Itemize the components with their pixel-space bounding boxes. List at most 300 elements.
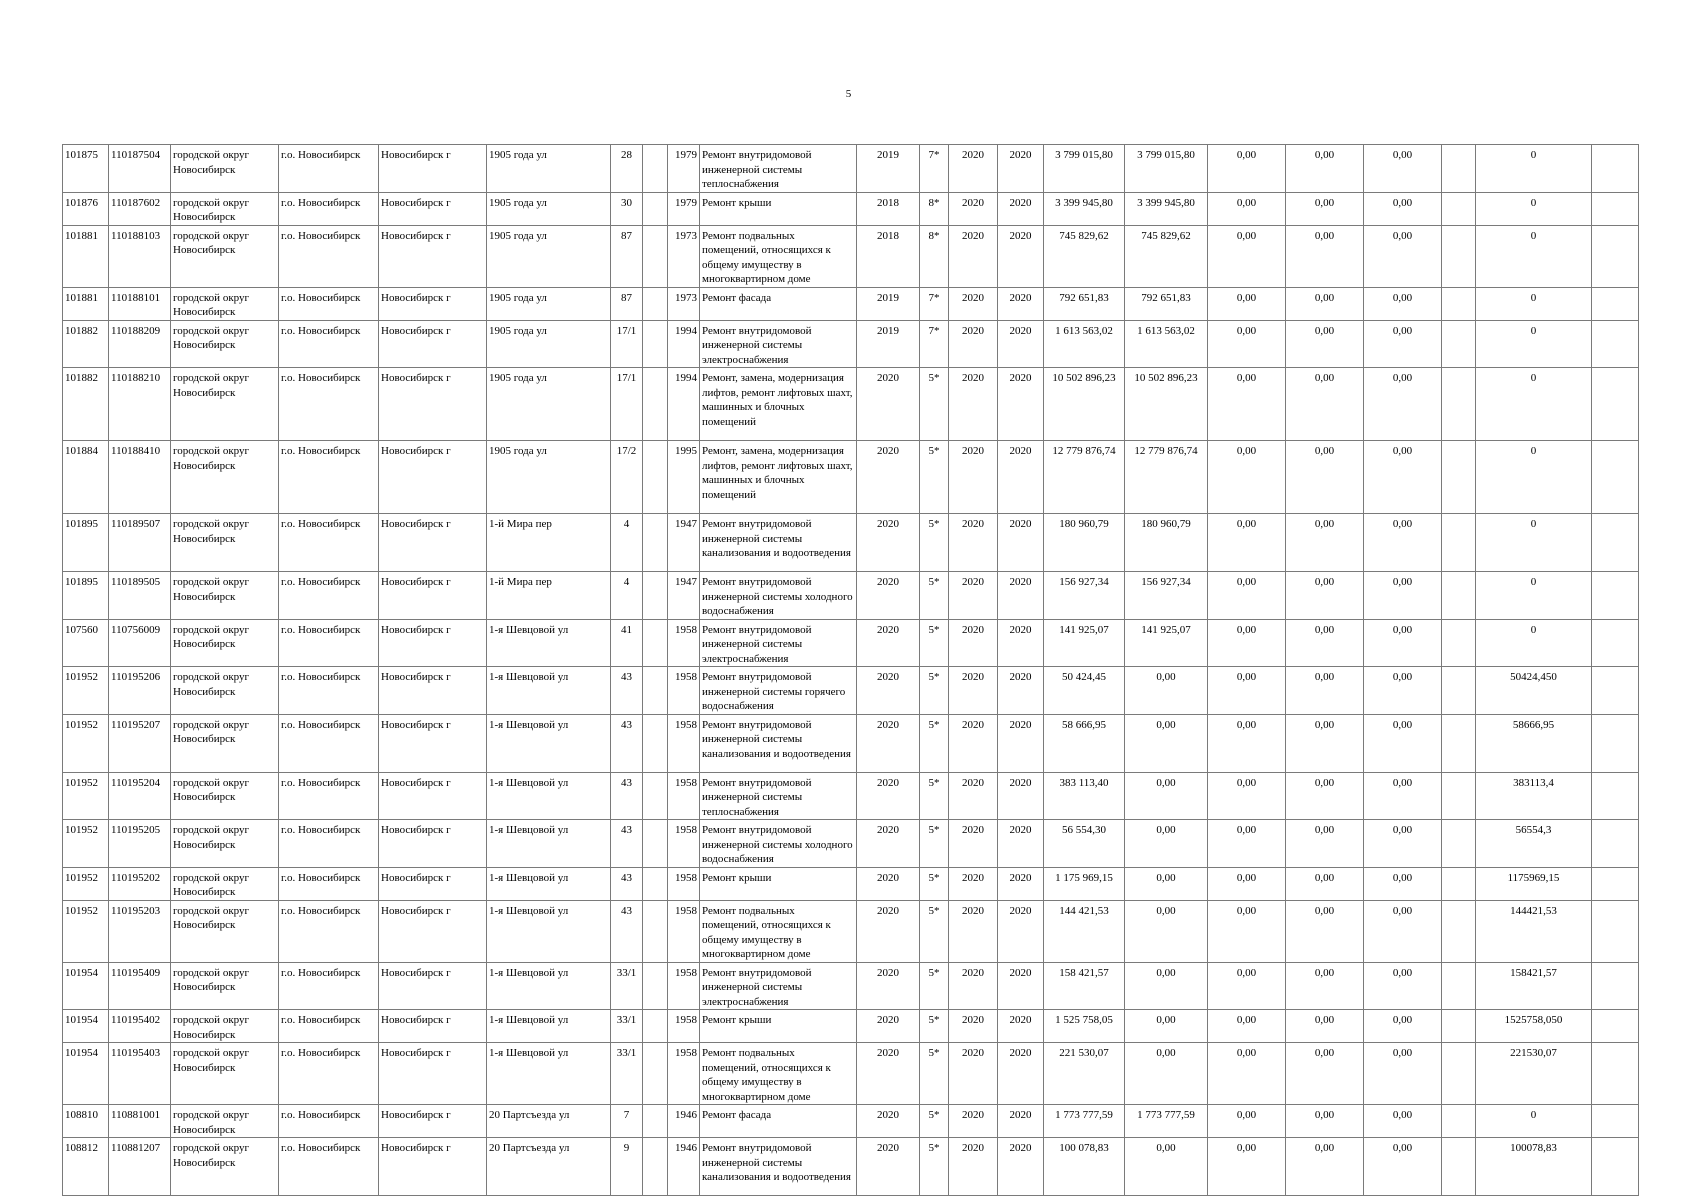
owner-cost-cell: 50424,450 bbox=[1476, 667, 1592, 715]
municipality-cell: городской округ Новосибирск bbox=[171, 368, 279, 441]
extra-cell-cell bbox=[1442, 772, 1476, 820]
local-cost-cell: 0,00 bbox=[1364, 820, 1442, 868]
local-cost-cell: 0,00 bbox=[1364, 1010, 1442, 1043]
total-cost-cell: 792 651,83 bbox=[1044, 287, 1125, 320]
extra-cell-cell bbox=[1442, 368, 1476, 441]
construction-year-cell: 1979 bbox=[668, 192, 700, 225]
end-year-cell: 2020 bbox=[998, 867, 1044, 900]
work-id-cell: 110195204 bbox=[109, 772, 171, 820]
fund-cost-cell: 0,00 bbox=[1125, 820, 1208, 868]
end-year-cell: 2020 bbox=[998, 441, 1044, 514]
work-id-cell: 110188209 bbox=[109, 320, 171, 368]
work-id-cell: 110881001 bbox=[109, 1105, 171, 1138]
work-type-cell: Ремонт, замена, модернизация лифтов, ремонт лифтовых шахт, машинных и блочных помещений bbox=[700, 441, 857, 514]
owner-cost-cell: 0 bbox=[1476, 320, 1592, 368]
city-cell: Новосибирск г bbox=[379, 287, 487, 320]
table-row bbox=[63, 1043, 1639, 1105]
total-cost-cell: 221 530,07 bbox=[1044, 1043, 1125, 1105]
street-cell: 1-й Мира пер bbox=[487, 514, 611, 572]
building-cell bbox=[643, 320, 668, 368]
house-number-cell: 43 bbox=[611, 714, 643, 772]
house-id-cell: 101952 bbox=[63, 867, 109, 900]
district-cell: г.о. Новосибирск bbox=[279, 287, 379, 320]
blank-cell-cell bbox=[1592, 772, 1639, 820]
construction-year-cell: 1958 bbox=[668, 714, 700, 772]
start-year-cell: 2020 bbox=[949, 1010, 998, 1043]
reason-code-cell: 5* bbox=[920, 1043, 949, 1105]
work-type-cell: Ремонт внутридомовой инженерной системы канализования и водоотведения bbox=[700, 514, 857, 572]
fund-cost-cell: 0,00 bbox=[1125, 1043, 1208, 1105]
city-cell: Новосибирск г bbox=[379, 619, 487, 667]
local-cost-cell: 0,00 bbox=[1364, 667, 1442, 715]
regional-cost-cell: 0,00 bbox=[1286, 514, 1364, 572]
street-cell: 20 Партсъезда ул bbox=[487, 1105, 611, 1138]
plan-year-cell: 2020 bbox=[857, 1138, 920, 1196]
city-cell: Новосибирск г bbox=[379, 1105, 487, 1138]
building-cell bbox=[643, 514, 668, 572]
local-cost-cell: 0,00 bbox=[1364, 714, 1442, 772]
local-cost-cell: 0,00 bbox=[1364, 225, 1442, 287]
total-cost-cell: 1 773 777,59 bbox=[1044, 1105, 1125, 1138]
city-cell: Новосибирск г bbox=[379, 772, 487, 820]
federal-cost-cell: 0,00 bbox=[1208, 1105, 1286, 1138]
extra-cell-cell bbox=[1442, 192, 1476, 225]
street-cell: 1905 года ул bbox=[487, 368, 611, 441]
work-id-cell: 110189505 bbox=[109, 572, 171, 620]
house-number-cell: 7 bbox=[611, 1105, 643, 1138]
district-cell: г.о. Новосибирск bbox=[279, 900, 379, 962]
blank-cell-cell bbox=[1592, 368, 1639, 441]
street-cell: 1-я Шевцовой ул bbox=[487, 1010, 611, 1043]
reason-code-cell: 8* bbox=[920, 225, 949, 287]
end-year-cell: 2020 bbox=[998, 192, 1044, 225]
house-number-cell: 43 bbox=[611, 772, 643, 820]
house-number-cell: 43 bbox=[611, 900, 643, 962]
work-type-cell: Ремонт подвальных помещений, относящихся к общему имуществу в многоквартирном доме bbox=[700, 225, 857, 287]
street-cell: 1905 года ул bbox=[487, 192, 611, 225]
regional-cost-cell: 0,00 bbox=[1286, 287, 1364, 320]
work-type-cell: Ремонт внутридомовой инженерной системы канализования и водоотведения bbox=[700, 714, 857, 772]
building-cell bbox=[643, 962, 668, 1010]
construction-year-cell: 1958 bbox=[668, 772, 700, 820]
house-number-cell: 30 bbox=[611, 192, 643, 225]
work-id-cell: 110195203 bbox=[109, 900, 171, 962]
start-year-cell: 2020 bbox=[949, 962, 998, 1010]
table-row bbox=[63, 145, 1639, 193]
blank-cell-cell bbox=[1592, 145, 1639, 193]
fund-cost-cell: 141 925,07 bbox=[1125, 619, 1208, 667]
district-cell: г.о. Новосибирск bbox=[279, 867, 379, 900]
construction-year-cell: 1994 bbox=[668, 368, 700, 441]
construction-year-cell: 1958 bbox=[668, 867, 700, 900]
building-cell bbox=[643, 225, 668, 287]
blank-cell-cell bbox=[1592, 1138, 1639, 1196]
work-id-cell: 110195403 bbox=[109, 1043, 171, 1105]
municipality-cell: городской округ Новосибирск bbox=[171, 772, 279, 820]
municipality-cell: городской округ Новосибирск bbox=[171, 192, 279, 225]
reason-code-cell: 5* bbox=[920, 441, 949, 514]
total-cost-cell: 1 175 969,15 bbox=[1044, 867, 1125, 900]
municipality-cell: городской округ Новосибирск bbox=[171, 1043, 279, 1105]
federal-cost-cell: 0,00 bbox=[1208, 192, 1286, 225]
district-cell: г.о. Новосибирск bbox=[279, 619, 379, 667]
federal-cost-cell: 0,00 bbox=[1208, 772, 1286, 820]
total-cost-cell: 58 666,95 bbox=[1044, 714, 1125, 772]
plan-year-cell: 2020 bbox=[857, 667, 920, 715]
federal-cost-cell: 0,00 bbox=[1208, 1010, 1286, 1043]
regional-cost-cell: 0,00 bbox=[1286, 667, 1364, 715]
table-row bbox=[63, 225, 1639, 287]
federal-cost-cell: 0,00 bbox=[1208, 145, 1286, 193]
street-cell: 1905 года ул bbox=[487, 225, 611, 287]
start-year-cell: 2020 bbox=[949, 145, 998, 193]
total-cost-cell: 1 525 758,05 bbox=[1044, 1010, 1125, 1043]
fund-cost-cell: 3 799 015,80 bbox=[1125, 145, 1208, 193]
work-id-cell: 110187504 bbox=[109, 145, 171, 193]
regional-cost-cell: 0,00 bbox=[1286, 145, 1364, 193]
blank-cell-cell bbox=[1592, 820, 1639, 868]
blank-cell-cell bbox=[1592, 514, 1639, 572]
extra-cell-cell bbox=[1442, 1043, 1476, 1105]
regional-cost-cell: 0,00 bbox=[1286, 225, 1364, 287]
house-id-cell: 107560 bbox=[63, 619, 109, 667]
district-cell: г.о. Новосибирск bbox=[279, 962, 379, 1010]
plan-year-cell: 2020 bbox=[857, 572, 920, 620]
building-cell bbox=[643, 192, 668, 225]
total-cost-cell: 180 960,79 bbox=[1044, 514, 1125, 572]
total-cost-cell: 141 925,07 bbox=[1044, 619, 1125, 667]
plan-year-cell: 2020 bbox=[857, 714, 920, 772]
street-cell: 1905 года ул bbox=[487, 287, 611, 320]
reason-code-cell: 5* bbox=[920, 667, 949, 715]
blank-cell-cell bbox=[1592, 667, 1639, 715]
construction-year-cell: 1946 bbox=[668, 1138, 700, 1196]
regional-cost-cell: 0,00 bbox=[1286, 1010, 1364, 1043]
end-year-cell: 2020 bbox=[998, 287, 1044, 320]
city-cell: Новосибирск г bbox=[379, 1043, 487, 1105]
extra-cell-cell bbox=[1442, 900, 1476, 962]
reason-code-cell: 5* bbox=[920, 820, 949, 868]
total-cost-cell: 156 927,34 bbox=[1044, 572, 1125, 620]
district-cell: г.о. Новосибирск bbox=[279, 772, 379, 820]
construction-year-cell: 1979 bbox=[668, 145, 700, 193]
plan-year-cell: 2020 bbox=[857, 820, 920, 868]
construction-year-cell: 1958 bbox=[668, 962, 700, 1010]
federal-cost-cell: 0,00 bbox=[1208, 867, 1286, 900]
extra-cell-cell bbox=[1442, 619, 1476, 667]
start-year-cell: 2020 bbox=[949, 572, 998, 620]
plan-year-cell: 2020 bbox=[857, 867, 920, 900]
house-id-cell: 101882 bbox=[63, 368, 109, 441]
house-id-cell: 101876 bbox=[63, 192, 109, 225]
start-year-cell: 2020 bbox=[949, 441, 998, 514]
fund-cost-cell: 0,00 bbox=[1125, 772, 1208, 820]
work-type-cell: Ремонт внутридомовой инженерной системы горячего водоснабжения bbox=[700, 667, 857, 715]
total-cost-cell: 12 779 876,74 bbox=[1044, 441, 1125, 514]
table-row bbox=[63, 514, 1639, 572]
table-row bbox=[63, 1010, 1639, 1043]
local-cost-cell: 0,00 bbox=[1364, 192, 1442, 225]
fund-cost-cell: 0,00 bbox=[1125, 1138, 1208, 1196]
house-id-cell: 101954 bbox=[63, 1043, 109, 1105]
plan-year-cell: 2018 bbox=[857, 192, 920, 225]
plan-year-cell: 2020 bbox=[857, 1105, 920, 1138]
municipality-cell: городской округ Новосибирск bbox=[171, 1138, 279, 1196]
table-row bbox=[63, 441, 1639, 514]
fund-cost-cell: 0,00 bbox=[1125, 900, 1208, 962]
construction-year-cell: 1995 bbox=[668, 441, 700, 514]
street-cell: 1-я Шевцовой ул bbox=[487, 962, 611, 1010]
work-type-cell: Ремонт внутридомовой инженерной системы канализования и водоотведения bbox=[700, 1138, 857, 1196]
table-row bbox=[63, 619, 1639, 667]
federal-cost-cell: 0,00 bbox=[1208, 225, 1286, 287]
blank-cell-cell bbox=[1592, 192, 1639, 225]
street-cell: 1-й Мира пер bbox=[487, 572, 611, 620]
total-cost-cell: 50 424,45 bbox=[1044, 667, 1125, 715]
work-type-cell: Ремонт фасада bbox=[700, 1105, 857, 1138]
local-cost-cell: 0,00 bbox=[1364, 1105, 1442, 1138]
city-cell: Новосибирск г bbox=[379, 1138, 487, 1196]
federal-cost-cell: 0,00 bbox=[1208, 287, 1286, 320]
building-cell bbox=[643, 368, 668, 441]
owner-cost-cell: 58666,95 bbox=[1476, 714, 1592, 772]
house-id-cell: 101895 bbox=[63, 514, 109, 572]
plan-year-cell: 2019 bbox=[857, 287, 920, 320]
page-number: 5 bbox=[845, 88, 852, 100]
municipality-cell: городской округ Новосибирск bbox=[171, 714, 279, 772]
regional-cost-cell: 0,00 bbox=[1286, 820, 1364, 868]
extra-cell-cell bbox=[1442, 820, 1476, 868]
city-cell: Новосибирск г bbox=[379, 514, 487, 572]
blank-cell-cell bbox=[1592, 441, 1639, 514]
end-year-cell: 2020 bbox=[998, 368, 1044, 441]
work-id-cell: 110195409 bbox=[109, 962, 171, 1010]
local-cost-cell: 0,00 bbox=[1364, 772, 1442, 820]
municipality-cell: городской округ Новосибирск bbox=[171, 867, 279, 900]
end-year-cell: 2020 bbox=[998, 514, 1044, 572]
total-cost-cell: 10 502 896,23 bbox=[1044, 368, 1125, 441]
start-year-cell: 2020 bbox=[949, 225, 998, 287]
work-type-cell: Ремонт внутридомовой инженерной системы электроснабжения bbox=[700, 962, 857, 1010]
regional-cost-cell: 0,00 bbox=[1286, 1043, 1364, 1105]
regional-cost-cell: 0,00 bbox=[1286, 1105, 1364, 1138]
table-row bbox=[63, 320, 1639, 368]
owner-cost-cell: 158421,57 bbox=[1476, 962, 1592, 1010]
work-type-cell: Ремонт подвальных помещений, относящихся к общему имуществу в многоквартирном доме bbox=[700, 900, 857, 962]
table-row bbox=[63, 1138, 1639, 1196]
house-id-cell: 101875 bbox=[63, 145, 109, 193]
construction-year-cell: 1973 bbox=[668, 225, 700, 287]
table-row bbox=[63, 1105, 1639, 1138]
construction-year-cell: 1947 bbox=[668, 572, 700, 620]
local-cost-cell: 0,00 bbox=[1364, 867, 1442, 900]
end-year-cell: 2020 bbox=[998, 1043, 1044, 1105]
city-cell: Новосибирск г bbox=[379, 962, 487, 1010]
municipality-cell: городской округ Новосибирск bbox=[171, 514, 279, 572]
end-year-cell: 2020 bbox=[998, 962, 1044, 1010]
owner-cost-cell: 383113,4 bbox=[1476, 772, 1592, 820]
house-number-cell: 4 bbox=[611, 514, 643, 572]
house-number-cell: 87 bbox=[611, 287, 643, 320]
blank-cell-cell bbox=[1592, 320, 1639, 368]
local-cost-cell: 0,00 bbox=[1364, 619, 1442, 667]
plan-year-cell: 2020 bbox=[857, 900, 920, 962]
work-id-cell: 110188210 bbox=[109, 368, 171, 441]
house-id-cell: 101952 bbox=[63, 667, 109, 715]
house-id-cell: 101884 bbox=[63, 441, 109, 514]
owner-cost-cell: 0 bbox=[1476, 287, 1592, 320]
work-type-cell: Ремонт крыши bbox=[700, 1010, 857, 1043]
local-cost-cell: 0,00 bbox=[1364, 1043, 1442, 1105]
table-row bbox=[63, 820, 1639, 868]
construction-year-cell: 1958 bbox=[668, 900, 700, 962]
house-id-cell: 101952 bbox=[63, 820, 109, 868]
house-number-cell: 4 bbox=[611, 572, 643, 620]
extra-cell-cell bbox=[1442, 287, 1476, 320]
start-year-cell: 2020 bbox=[949, 867, 998, 900]
building-cell bbox=[643, 820, 668, 868]
local-cost-cell: 0,00 bbox=[1364, 320, 1442, 368]
plan-year-cell: 2018 bbox=[857, 225, 920, 287]
regional-cost-cell: 0,00 bbox=[1286, 900, 1364, 962]
building-cell bbox=[643, 145, 668, 193]
work-type-cell: Ремонт фасада bbox=[700, 287, 857, 320]
table-row bbox=[63, 572, 1639, 620]
local-cost-cell: 0,00 bbox=[1364, 900, 1442, 962]
fund-cost-cell: 0,00 bbox=[1125, 867, 1208, 900]
regional-cost-cell: 0,00 bbox=[1286, 320, 1364, 368]
fund-cost-cell: 156 927,34 bbox=[1125, 572, 1208, 620]
total-cost-cell: 144 421,53 bbox=[1044, 900, 1125, 962]
blank-cell-cell bbox=[1592, 1105, 1639, 1138]
blank-cell-cell bbox=[1592, 572, 1639, 620]
municipality-cell: городской округ Новосибирск bbox=[171, 441, 279, 514]
work-id-cell: 110195207 bbox=[109, 714, 171, 772]
house-number-cell: 43 bbox=[611, 667, 643, 715]
end-year-cell: 2020 bbox=[998, 714, 1044, 772]
owner-cost-cell: 0 bbox=[1476, 1105, 1592, 1138]
owner-cost-cell: 0 bbox=[1476, 225, 1592, 287]
total-cost-cell: 158 421,57 bbox=[1044, 962, 1125, 1010]
city-cell: Новосибирск г bbox=[379, 714, 487, 772]
building-cell bbox=[643, 1138, 668, 1196]
house-number-cell: 33/1 bbox=[611, 1010, 643, 1043]
fund-cost-cell: 0,00 bbox=[1125, 1010, 1208, 1043]
house-id-cell: 101952 bbox=[63, 900, 109, 962]
reason-code-cell: 5* bbox=[920, 962, 949, 1010]
extra-cell-cell bbox=[1442, 667, 1476, 715]
work-type-cell: Ремонт подвальных помещений, относящихся к общему имуществу в многоквартирном доме bbox=[700, 1043, 857, 1105]
city-cell: Новосибирск г bbox=[379, 667, 487, 715]
house-number-cell: 41 bbox=[611, 619, 643, 667]
construction-year-cell: 1946 bbox=[668, 1105, 700, 1138]
work-id-cell: 110188410 bbox=[109, 441, 171, 514]
federal-cost-cell: 0,00 bbox=[1208, 441, 1286, 514]
regional-cost-cell: 0,00 bbox=[1286, 962, 1364, 1010]
table-body bbox=[63, 145, 1639, 1196]
reason-code-cell: 5* bbox=[920, 514, 949, 572]
district-cell: г.о. Новосибирск bbox=[279, 225, 379, 287]
district-cell: г.о. Новосибирск bbox=[279, 514, 379, 572]
building-cell bbox=[643, 667, 668, 715]
fund-cost-cell: 180 960,79 bbox=[1125, 514, 1208, 572]
work-type-cell: Ремонт внутридомовой инженерной системы теплоснабжения bbox=[700, 772, 857, 820]
extra-cell-cell bbox=[1442, 514, 1476, 572]
work-type-cell: Ремонт внутридомовой инженерной системы электроснабжения bbox=[700, 320, 857, 368]
plan-year-cell: 2020 bbox=[857, 1010, 920, 1043]
start-year-cell: 2020 bbox=[949, 320, 998, 368]
district-cell: г.о. Новосибирск bbox=[279, 192, 379, 225]
extra-cell-cell bbox=[1442, 572, 1476, 620]
total-cost-cell: 1 613 563,02 bbox=[1044, 320, 1125, 368]
street-cell: 1905 года ул bbox=[487, 145, 611, 193]
blank-cell-cell bbox=[1592, 962, 1639, 1010]
local-cost-cell: 0,00 bbox=[1364, 572, 1442, 620]
work-id-cell: 110195202 bbox=[109, 867, 171, 900]
regional-cost-cell: 0,00 bbox=[1286, 368, 1364, 441]
street-cell: 20 Партсъезда ул bbox=[487, 1138, 611, 1196]
city-cell: Новосибирск г bbox=[379, 441, 487, 514]
federal-cost-cell: 0,00 bbox=[1208, 572, 1286, 620]
district-cell: г.о. Новосибирск bbox=[279, 320, 379, 368]
house-id-cell: 101895 bbox=[63, 572, 109, 620]
fund-cost-cell: 0,00 bbox=[1125, 667, 1208, 715]
end-year-cell: 2020 bbox=[998, 900, 1044, 962]
building-cell bbox=[643, 1010, 668, 1043]
start-year-cell: 2020 bbox=[949, 287, 998, 320]
work-type-cell: Ремонт внутридомовой инженерной системы холодного водоснабжения bbox=[700, 572, 857, 620]
regional-cost-cell: 0,00 bbox=[1286, 867, 1364, 900]
work-id-cell: 110756009 bbox=[109, 619, 171, 667]
municipality-cell: городской округ Новосибирск bbox=[171, 572, 279, 620]
work-id-cell: 110188101 bbox=[109, 287, 171, 320]
district-cell: г.о. Новосибирск bbox=[279, 572, 379, 620]
work-id-cell: 110188103 bbox=[109, 225, 171, 287]
house-number-cell: 43 bbox=[611, 820, 643, 868]
house-number-cell: 33/1 bbox=[611, 962, 643, 1010]
extra-cell-cell bbox=[1442, 320, 1476, 368]
extra-cell-cell bbox=[1442, 441, 1476, 514]
street-cell: 1-я Шевцовой ул bbox=[487, 772, 611, 820]
regional-cost-cell: 0,00 bbox=[1286, 714, 1364, 772]
street-cell: 1-я Шевцовой ул bbox=[487, 1043, 611, 1105]
blank-cell-cell bbox=[1592, 714, 1639, 772]
owner-cost-cell: 144421,53 bbox=[1476, 900, 1592, 962]
end-year-cell: 2020 bbox=[998, 820, 1044, 868]
building-cell bbox=[643, 1043, 668, 1105]
reason-code-cell: 5* bbox=[920, 619, 949, 667]
street-cell: 1-я Шевцовой ул bbox=[487, 900, 611, 962]
owner-cost-cell: 0 bbox=[1476, 619, 1592, 667]
house-number-cell: 33/1 bbox=[611, 1043, 643, 1105]
plan-year-cell: 2020 bbox=[857, 619, 920, 667]
table-row bbox=[63, 368, 1639, 441]
house-number-cell: 17/1 bbox=[611, 368, 643, 441]
municipality-cell: городской округ Новосибирск bbox=[171, 1105, 279, 1138]
end-year-cell: 2020 bbox=[998, 320, 1044, 368]
start-year-cell: 2020 bbox=[949, 1138, 998, 1196]
house-number-cell: 28 bbox=[611, 145, 643, 193]
reason-code-cell: 5* bbox=[920, 572, 949, 620]
repair-program-table bbox=[62, 144, 1639, 1196]
start-year-cell: 2020 bbox=[949, 820, 998, 868]
street-cell: 1-я Шевцовой ул bbox=[487, 714, 611, 772]
house-id-cell: 108812 bbox=[63, 1138, 109, 1196]
reason-code-cell: 5* bbox=[920, 1138, 949, 1196]
extra-cell-cell bbox=[1442, 714, 1476, 772]
local-cost-cell: 0,00 bbox=[1364, 1138, 1442, 1196]
start-year-cell: 2020 bbox=[949, 667, 998, 715]
